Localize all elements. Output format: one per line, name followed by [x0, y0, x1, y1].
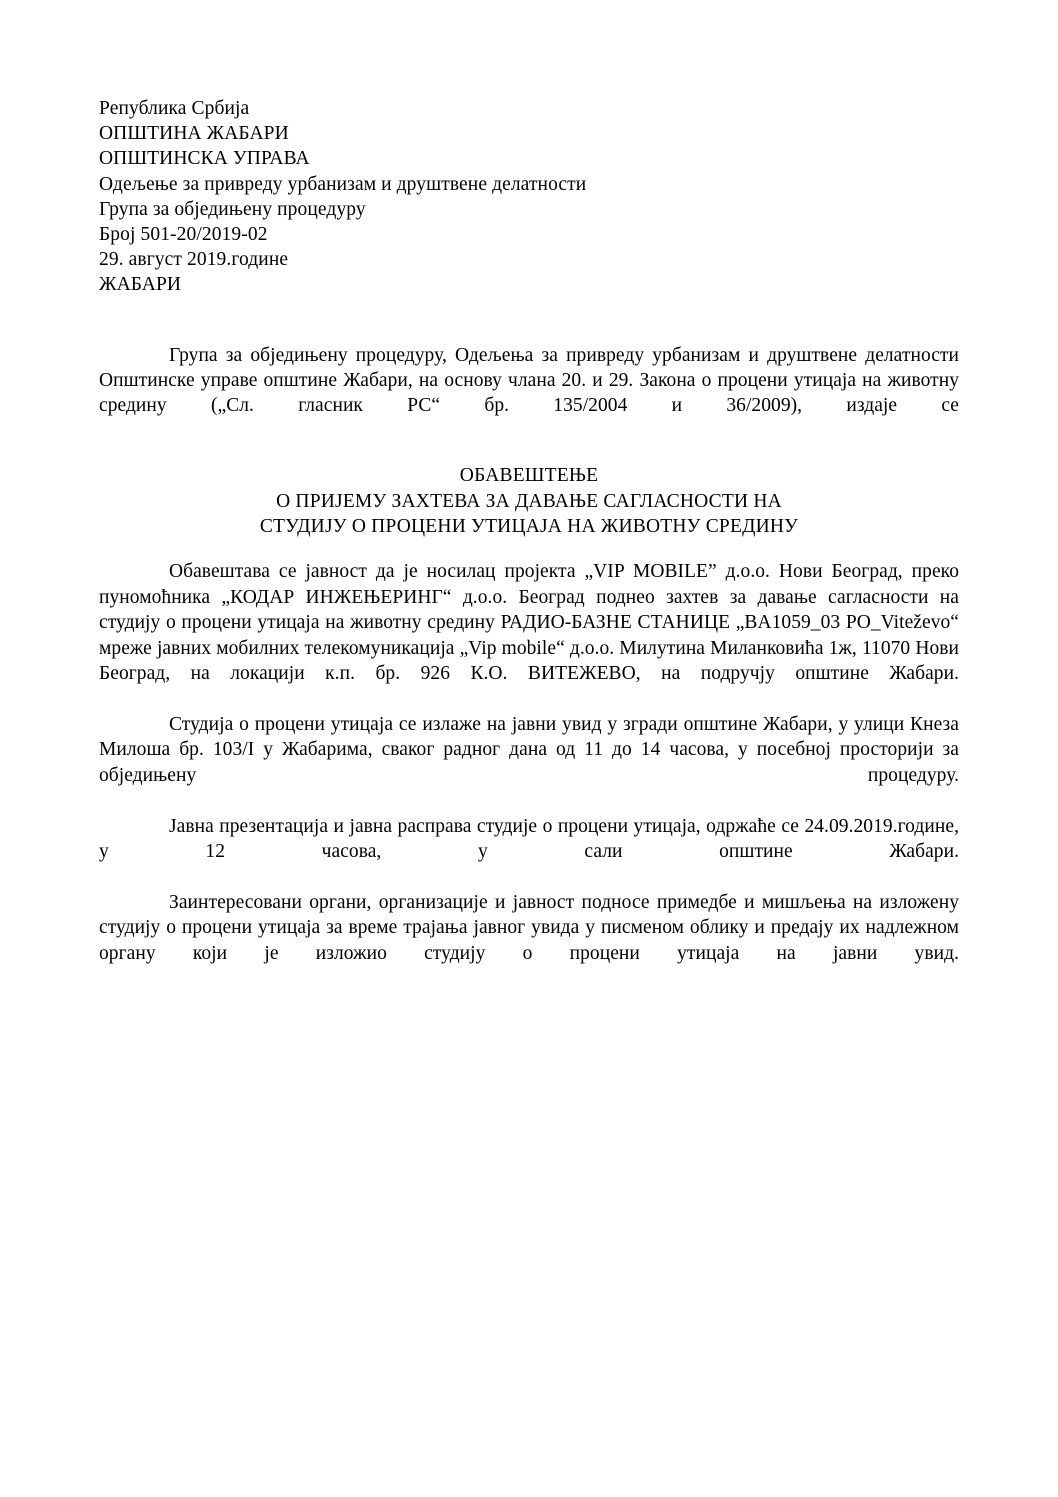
letterhead-line-country: Република Србија	[99, 98, 250, 119]
paragraph-comments-submission: Заинтересовани органи, организације и јавност подносе примедбе и мишљења на изложену студију о процени утицаја за време трајања јавног увида у писменом облику и предају их надлежном органу који је изложио студију о процени утицаја на јавни увид.	[99, 891, 959, 964]
paragraph-public-inspection: Студија о процени утицаја се излаже на јавни увид у згради општине Жабари, у улици Кнеза Милоша бр. 103/I у Жабарима, сваког радног дана од 11 до 14 часова, у посебној просторији за обједињену процедуру.	[99, 713, 959, 786]
spacer-after-title	[99, 539, 959, 559]
letterhead-line-administration: ОПШТИНСКА УПРАВА	[99, 148, 310, 170]
letterhead-line-group: Група за обједињену процедуру	[99, 198, 366, 220]
letterhead-block	[99, 96, 959, 298]
paragraph-project-notice: Обавештава се јавност да је носилац пројекта „VIP MOBILE” д.о.о. Нови Београд, преко пуномоћника „КОДАР ИНЖЕЊЕРИНГ“ д.о.о. Београд поднео захтев за давање сагласности на студију о процени утицаја на животну средину РАДИО-БАЗНЕ СТАНИЦЕ „BA1059_03 PO_Viteževo“ мреже јавних мобилних телекомуникација „Vip mobile“ д.о.о. Милутина Миланковића 1ж, 11070 Нови Београд, на локацији к.п. бр. 926 К.О. ВИТЕЖЕВО, на подручју општине Жабари.	[99, 561, 959, 685]
paragraph-public-presentation: Јавна презентација и јавна расправа студије о процени утицаја, одржаће се 24.09.2019.године, у 12 часова, у сали општине Жабари.	[99, 815, 959, 862]
page-title: ОБАВЕШТЕЊЕ	[459, 465, 599, 487]
spacer-after-letterhead	[99, 298, 959, 343]
letterhead-line-municipality: ОПШТИНА ЖАБАРИ	[99, 123, 289, 145]
letterhead-line-place: ЖАБАРИ	[99, 274, 182, 296]
page-subtitle-line-1: О ПРИЈЕМУ ЗАХТЕВА ЗА ДАВАЊЕ САГЛАСНОСТИ НА	[276, 490, 782, 512]
letterhead-line-department: Одељење за привреду урбанизам и друштвене делатности	[99, 173, 587, 195]
letterhead-line-date: 29. август 2019.године	[99, 249, 289, 271]
spacer-before-title	[99, 444, 959, 463]
document-content	[99, 96, 959, 991]
document-title-block	[99, 463, 959, 539]
letterhead-line-reference-number: Број 501-20/2019-02	[99, 224, 268, 246]
page-subtitle-line-2: СТУДИЈУ О ПРОЦЕНИ УТИЦАЈА НА ЖИВОТНУ СРЕДИНУ	[259, 516, 799, 538]
intro-paragraph: Група за обједињену процедуру, Одељења за привреду урбанизам и друштвене делатности Општинске управе општине Жабари, на основу члана 20. и 29. Закона о процени утицаја на животну средину („Сл. гласник РС“ бр. 135/2004 и 36/2009), издаје се	[99, 344, 959, 417]
